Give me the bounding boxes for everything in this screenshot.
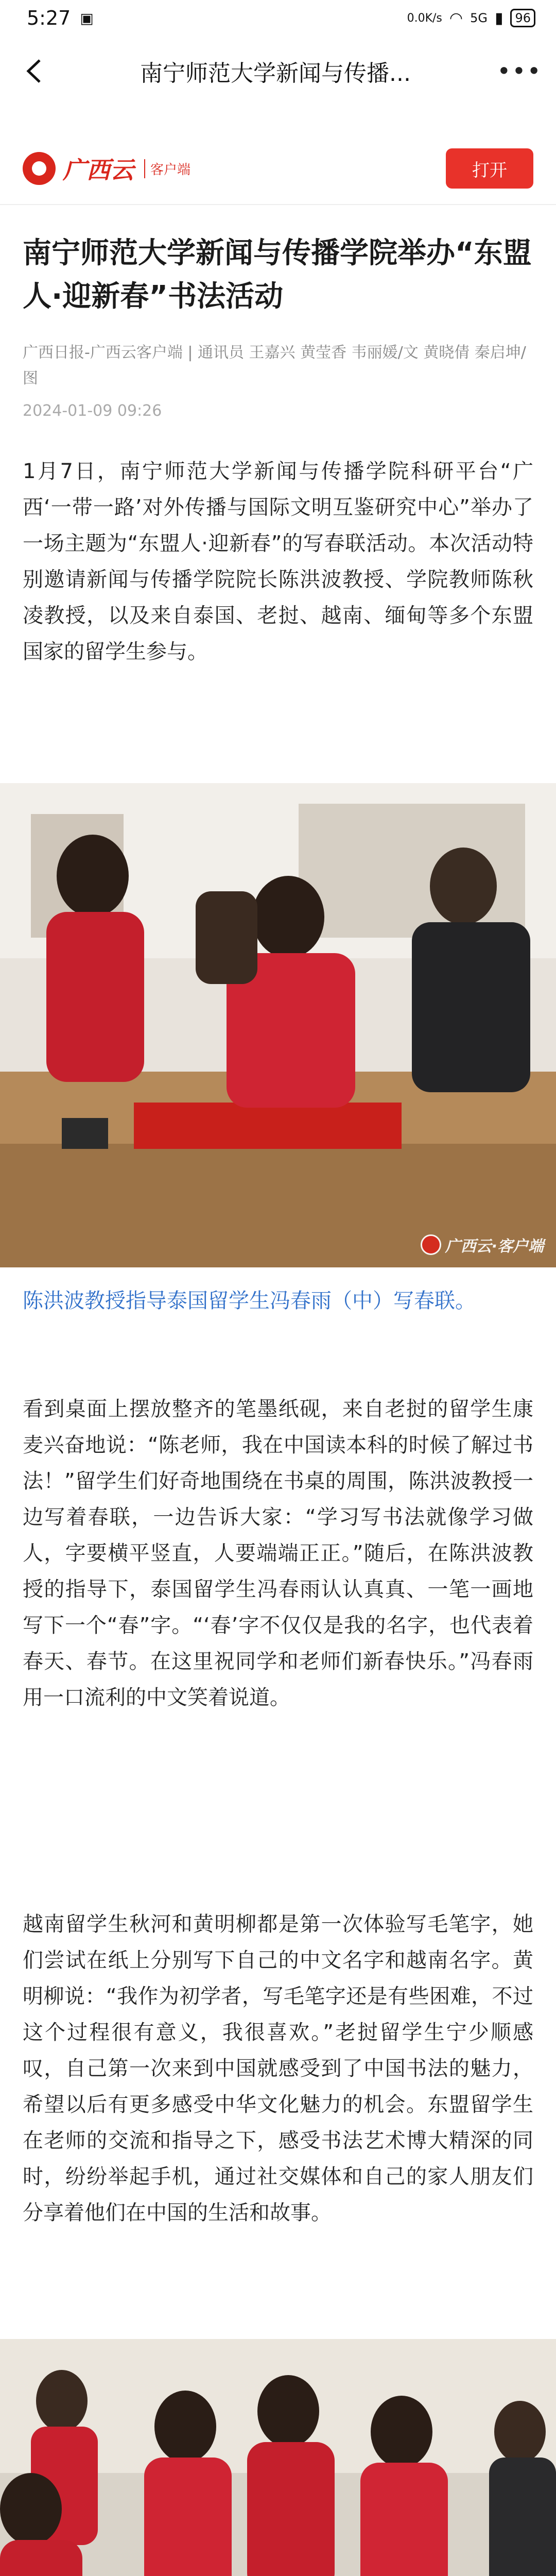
watermark-icon	[421, 1234, 441, 1255]
paragraph-2: 看到桌面上摆放整齐的笔墨纸砚，来自老挝的留学生康麦兴奋地说：“陈老师，我在中国读本科的时候了解过书法！”留学生们好奇地围绕在书桌的周围，陈洪波教授一边写着春联，一边告诉大家：“学习写书法就像学习做人，字要横平竖直，人要端端正正。”随后，在陈洪波教授的指导下，泰国留学生冯春雨认认真真、一笔一画地写下一个“春”字。“‘春’字不仅仅是我的名字，也代表着春天、春节。在这里祝同学和老师们新春快乐。”冯春雨用一口流利的中文笑着说道。	[23, 1397, 533, 1709]
photo-2	[0, 2339, 556, 2576]
article-date: 2024-01-09 09:26	[23, 402, 162, 420]
photo-1-watermark	[421, 1233, 544, 1256]
article-title: 南宁师范大学新闻与传播学院举办“东盟人·迎新春”书法活动	[23, 236, 532, 313]
open-app-button[interactable]: 打开	[446, 148, 533, 189]
status-left	[27, 7, 94, 29]
signal-label: 5G	[470, 11, 488, 25]
status-bar	[0, 0, 556, 36]
caption-1: 陈洪波教授指导泰国留学生冯春雨（中）写春联。	[23, 1289, 476, 1313]
article-meta: 广西日报-广西云客户端 | 通讯员 王嘉兴 黄莹香 韦丽媛/文 黄晓倩 秦启坤/图	[23, 344, 526, 387]
logo-text: 广西云	[63, 156, 134, 184]
status-time: 5:27	[27, 7, 71, 29]
watermark-text: 广西云·客户端	[445, 1238, 544, 1256]
battery-icon: 96	[510, 9, 535, 27]
wifi-icon: ◠	[449, 9, 463, 27]
more-icon[interactable]: •••	[497, 57, 542, 85]
nav-bar	[0, 40, 556, 102]
logo-icon	[23, 152, 56, 185]
nav-title: 南宁师范大学新闻与传播...	[140, 60, 411, 87]
notification-icon: ▣	[80, 9, 94, 27]
back-icon[interactable]	[19, 56, 49, 87]
brand-bar	[0, 133, 556, 205]
network-speed: 0.0K/s	[407, 11, 442, 25]
photo-1	[0, 783, 556, 1267]
logo-sub: 客户端	[144, 159, 190, 178]
status-right	[407, 9, 535, 27]
brand-logo	[23, 151, 190, 185]
paragraph-3: 越南留学生秋河和黄明柳都是第一次体验写毛笔字，她们尝试在纸上分别写下自己的中文名字和越南名字。黄明柳说：“我作为初学者，写毛笔字还是有些困难，不过这个过程很有意义，我很喜欢。”老挝留学生宁少顺感叹，自己第一次来到中国就感受到了中国书法的魅力，希望以后有更多感受中华文化魅力的机会。东盟留学生在老师的交流和指导之下，感受书法艺术博大精深的同时，纷纷举起手机，通过社交媒体和自己的家人朋友们分享着他们在中国的生活和故事。	[23, 1912, 533, 2225]
paragraph-1: 1月7日，南宁师范大学新闻与传播学院科研平台“广西‘一带一路’对外传播与国际文明互鉴研究中心”举办了一场主题为“东盟人·迎新春”的写春联活动。本次活动特别邀请新闻与传播学院院长陈洪波教授、学院教师陈秋凌教授，以及来自泰国、老挝、越南、缅甸等多个东盟国家的留学生参与。	[23, 460, 533, 664]
signal-icon: ▮	[494, 9, 503, 27]
